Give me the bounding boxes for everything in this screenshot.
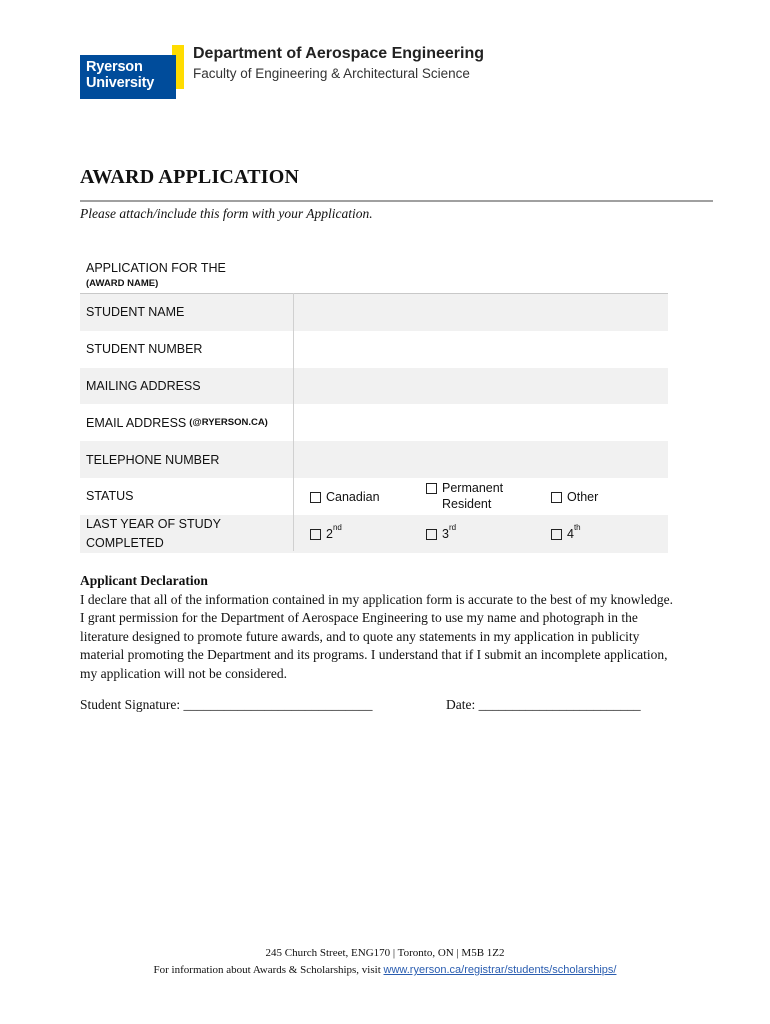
- declaration-text: I declare that all of the information contained in my application form is accurate to the best of my knowledge. I grant permission for the Department of Aerospace Engineering to use my name and photograph in the literature designed to promote future awards, and to quote any statements in my application in publicity material promoting the Department and its programs. I understand that if I submit an incomplete application, my application will not be considered.: [80, 591, 674, 681]
- status-option-permanent-resident[interactable]: [426, 481, 503, 511]
- checkbox-icon[interactable]: [551, 529, 562, 540]
- email-address-row: [80, 404, 668, 441]
- footer-info: [0, 964, 770, 976]
- year-option-2nd[interactable]: 2 $^{nd}$: [310, 527, 342, 541]
- telephone-number-field[interactable]: [294, 441, 668, 478]
- logo-line1: Ryerson: [86, 59, 143, 75]
- canadian-label: Canadian: [326, 489, 380, 504]
- mailing-address-label: MAILING ADDRESS: [86, 378, 201, 393]
- year-3-num: 3: [442, 526, 449, 541]
- student-number-label: STUDENT NUMBER: [86, 342, 203, 357]
- year-option-3rd[interactable]: 3 $^{rd}$: [426, 527, 456, 541]
- email-address-label-wrap: [86, 404, 268, 441]
- year-label-line1: LAST YEAR OF STUDY: [86, 516, 221, 531]
- status-option-other[interactable]: [551, 490, 598, 504]
- email-address-note: (@RYERSON.CA): [189, 417, 268, 429]
- date-line[interactable]: Date: ________________________: [446, 697, 641, 712]
- other-label: Other: [567, 489, 599, 504]
- department-name: Department of Aerospace Engineering: [193, 45, 485, 62]
- resident-label: Resident: [442, 496, 492, 511]
- logo-line2: University: [86, 75, 155, 91]
- checkbox-icon[interactable]: [310, 492, 321, 503]
- student-name-label: STUDENT NAME: [86, 305, 185, 320]
- email-address-label: EMAIL ADDRESS: [86, 415, 187, 430]
- column-divider: [293, 293, 294, 551]
- applicant-declaration: [80, 572, 680, 683]
- student-name-row: [80, 294, 668, 331]
- application-form-table: [80, 256, 668, 553]
- year-4-num: 4: [567, 526, 574, 541]
- year-completed-row: [80, 515, 668, 553]
- year-completed-label: [86, 515, 221, 553]
- status-row: [80, 478, 668, 515]
- year-option-4th[interactable]: 4 $^{th}$: [551, 527, 581, 541]
- mailing-address-row: [80, 368, 668, 405]
- logo-text: [86, 59, 154, 91]
- page-title: AWARD APPLICATION: [80, 166, 300, 188]
- telephone-number-row: [80, 441, 668, 478]
- year-label-line2: COMPLETED: [86, 535, 164, 550]
- footer-address: 245 Church Street, ENG170 | Toronto, ON | M5B 1Z2: [265, 947, 505, 959]
- student-signature-line[interactable]: Student Signature: ____________________________: [80, 697, 373, 712]
- status-option-canadian[interactable]: [310, 490, 380, 504]
- email-address-field[interactable]: [294, 404, 668, 441]
- page-subtitle: Please attach/include this form with your Application.: [80, 206, 373, 221]
- award-name-label: (AWARD NAME): [86, 278, 159, 289]
- application-for-header: [80, 256, 668, 294]
- checkbox-icon[interactable]: [551, 492, 562, 503]
- checkbox-icon[interactable]: [426, 529, 437, 540]
- ryerson-logo: [80, 45, 176, 99]
- scholarships-link[interactable]: www.ryerson.ca/registrar/students/scholarships/: [383, 964, 617, 976]
- department-block: [193, 45, 484, 83]
- title-divider: [80, 200, 713, 202]
- mailing-address-field[interactable]: [294, 368, 668, 405]
- declaration-title: Applicant Declaration: [80, 573, 208, 588]
- permanent-label: Permanent: [442, 480, 504, 495]
- application-for-label: APPLICATION FOR THE: [86, 261, 226, 275]
- student-name-field[interactable]: [294, 294, 668, 331]
- student-number-field[interactable]: [294, 331, 668, 368]
- footer-info-prefix: For information about Awards & Scholarships, visit: [153, 964, 384, 976]
- telephone-number-label: TELEPHONE NUMBER: [86, 452, 220, 467]
- faculty-name: Faculty of Engineering & Architectural Science: [193, 66, 470, 81]
- checkbox-icon[interactable]: [426, 483, 437, 494]
- checkbox-icon[interactable]: [310, 529, 321, 540]
- student-number-row: [80, 331, 668, 368]
- status-label: STATUS: [86, 489, 134, 504]
- year-2-num: 2: [326, 526, 333, 541]
